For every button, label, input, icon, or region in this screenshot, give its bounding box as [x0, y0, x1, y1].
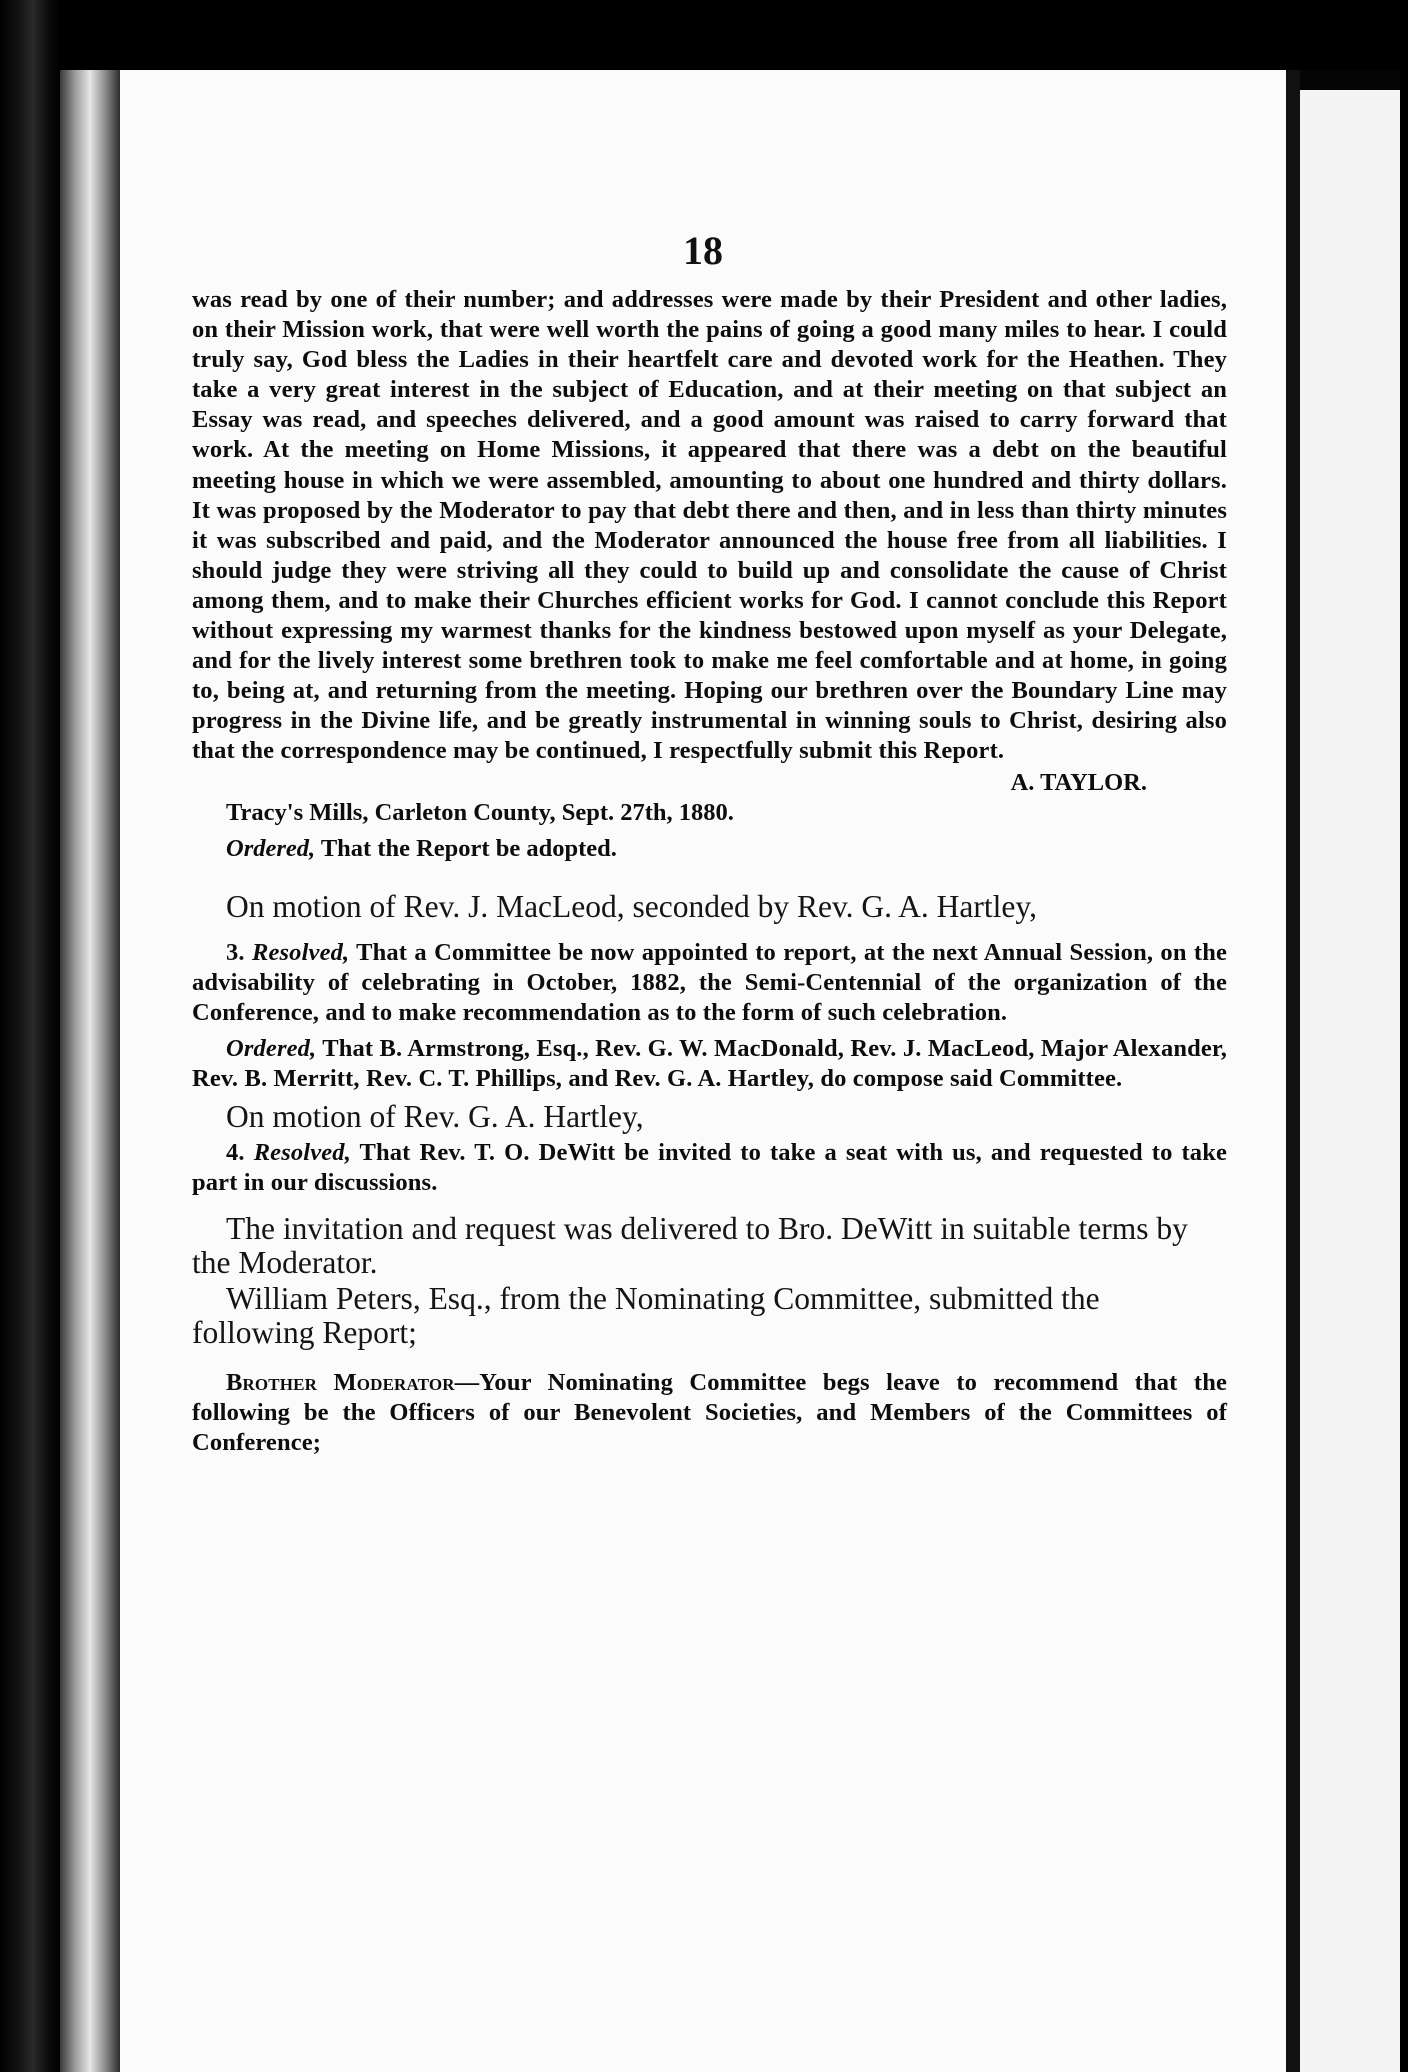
nominating-report	[192, 1368, 1227, 1458]
resolution-3-number: 3.	[226, 938, 245, 966]
adjacent-page-edge	[1300, 90, 1400, 2072]
ordered-committee	[192, 1034, 1227, 1094]
resolution-3-text: That a Committee be now appointed to report, at the next Annual Session, on the advisability of celebrating in October, 1882, the Semi-Centennial of the organization of the Conference, and to make recommendation as to the form of such celebration.	[192, 938, 1227, 1026]
resolution-3-label: Resolved,	[251, 938, 350, 966]
scan-right-margin	[1400, 0, 1408, 2072]
page-body	[192, 285, 1227, 1458]
resolution-4-label: Resolved,	[253, 1138, 351, 1166]
report-signature: A. TAYLOR.	[1010, 768, 1147, 796]
motion-macleod-hartley: On motion of Rev. J. MacLeod, seconded by Rev. G. A. Hartley,	[226, 888, 1037, 924]
ordered-text: That the Report be adopted.	[315, 834, 617, 862]
document-page	[120, 70, 1286, 2072]
resolution-4-number: 4.	[226, 1138, 245, 1166]
resolution-4-text: That Rev. T. O. DeWitt be invited to take a seat with us, and requested to take part in our discussions.	[192, 1138, 1227, 1197]
ordered-committee-label: Ordered,	[226, 1034, 317, 1062]
invitation-paragraph: The invitation and request was delivered to Bro. DeWitt in suitable terms by the Moderator.	[192, 1211, 1188, 1281]
ordered-committee-text: That B. Armstrong, Esq., Rev. G. W. MacDonald, Rev. J. MacLeod, Major Alexander, Rev. B. Merritt, Rev. C. T. Phillips, and Rev. G. A. Hartley, do compose said Committee.	[192, 1034, 1227, 1092]
page-gutter	[1286, 70, 1300, 2072]
ordered-report-adopted	[192, 834, 1227, 864]
scan-top-margin	[0, 0, 1408, 70]
report-place-date: Tracy's Mills, Carleton County, Sept. 27th, 1880.	[226, 798, 734, 826]
resolution-4	[192, 1138, 1227, 1198]
book-binding	[0, 0, 60, 2072]
page-number: 18	[683, 228, 723, 273]
motion-hartley: On motion of Rev. G. A. Hartley,	[226, 1098, 644, 1134]
page-fold-shadow	[60, 70, 120, 2072]
nominating-committee-paragraph: William Peters, Esq., from the Nominating Committee, submitted the following Report;	[192, 1281, 1100, 1351]
resolution-3	[192, 938, 1227, 1028]
ordered-label: Ordered,	[226, 834, 316, 862]
report-continuation: was read by one of their number; and addresses were made by their President and other ladies, on their Mission work, that were well worth the pains of going a good many miles to hear. I could truly say, God bless the Ladies in their heartfelt care and devoted work for the Heathen. They take a very great interest in the subject of Education, and at their meeting on that subject an Essay was read, and speeches delivered, and a good amount was raised to carry forward that work. At the meeting on Home Missions, it appeared that there was a debt on the beautiful meeting house in which we were assembled, amounting to about one hundred and thirty dollars. It was proposed by the Moderator to pay that debt there and then, and in less than thirty minutes it was subscribed and paid, and the Moderator announced the house free from all liabilities. I should judge they were striving all they could to build up and consolidate the cause of Christ among them, and to make their Churches efficient works for God. I cannot conclude this Report without expressing my warmest thanks for the kindness bestowed upon myself as your Delegate, and for the lively interest some brethren took to make me feel comfortable and at home, in going to, being at, and returning from the meeting. Hoping our brethren over the Boundary Line may progress in the Divine life, and be greatly instrumental in winning souls to Christ, desiring also that the correspondence may be continued, I respectfully submit this Report.	[192, 286, 1227, 765]
nominating-report-text: —Your Nominating Committee begs leave to recommend that the following be the Officers of our Benevolent Societies, and Members of the Committees of Conference;	[192, 1369, 1227, 1457]
brother-moderator-label: Brother Moderator	[226, 1369, 455, 1397]
